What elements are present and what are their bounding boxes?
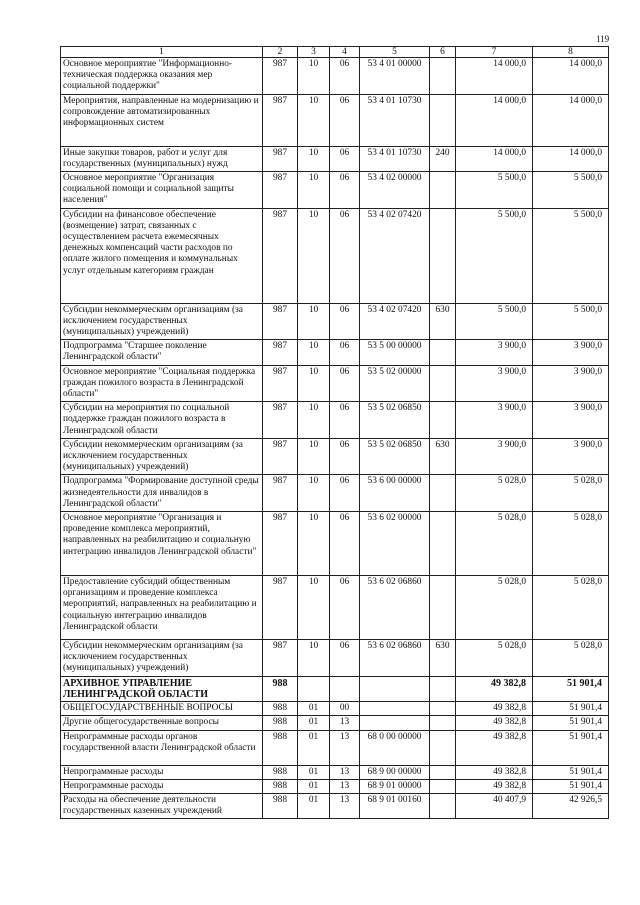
- row-expense-type-cell: [430, 475, 456, 512]
- row-admin-code-cell: 987: [263, 438, 298, 475]
- row-amount-year2-cell: 51 901,4: [533, 765, 609, 779]
- table-row: [61, 146, 609, 171]
- budget-table: [60, 46, 609, 819]
- row-admin-code-cell: 987: [263, 303, 298, 340]
- row-section-cell: 10: [298, 146, 330, 171]
- table-row: [61, 512, 609, 576]
- row-expense-type-cell: 240: [430, 146, 456, 171]
- table-row: [61, 475, 609, 512]
- table-row: [61, 172, 609, 209]
- row-name-cell: Иные закупки товаров, работ и услуг для государственных (муниципальных) нужд: [61, 146, 263, 171]
- row-target-article-cell: 53 6 02 06860: [360, 576, 430, 640]
- row-amount-year1-cell: 5 028,0: [456, 640, 533, 677]
- row-name-cell: Основное мероприятие "Социальная поддержка граждан пожилого возраста в Ленинградской области": [61, 365, 263, 402]
- row-name-cell: АРХИВНОЕ УПРАВЛЕНИЕ ЛЕНИНГРАДСКОЙ ОБЛАСТИ: [61, 676, 263, 701]
- row-section-cell: [298, 676, 330, 701]
- row-admin-code-cell: 987: [263, 402, 298, 439]
- row-expense-type-cell: [430, 676, 456, 701]
- row-subsection-cell: 06: [330, 576, 360, 640]
- row-amount-year2-cell: 5 500,0: [533, 172, 609, 209]
- row-subsection-cell: 06: [330, 146, 360, 171]
- row-expense-type-cell: [430, 172, 456, 209]
- row-section-cell: 10: [298, 438, 330, 475]
- row-section-cell: 10: [298, 208, 330, 303]
- row-admin-code-cell: 988: [263, 730, 298, 765]
- table-row: [61, 716, 609, 730]
- row-amount-year2-cell: 51 901,4: [533, 676, 609, 701]
- row-expense-type-cell: [430, 765, 456, 779]
- row-subsection-cell: 00: [330, 702, 360, 716]
- table-row: [61, 208, 609, 303]
- row-amount-year1-cell: 3 900,0: [456, 402, 533, 439]
- row-target-article-cell: 53 5 02 00000: [360, 365, 430, 402]
- row-amount-year1-cell: 3 900,0: [456, 438, 533, 475]
- row-name-cell: Непрограммные расходы органов государственной власти Ленинградской области: [61, 730, 263, 765]
- header-cell: 2: [263, 47, 298, 58]
- row-amount-year2-cell: 42 926,5: [533, 793, 609, 818]
- row-subsection-cell: 06: [330, 438, 360, 475]
- row-name-cell: Основное мероприятие "Организация и проведение комплекса мероприятий, направленных на реабилитацию и социальную интеграцию инвалидов Ленинградской области": [61, 512, 263, 576]
- row-amount-year2-cell: 3 900,0: [533, 340, 609, 365]
- row-amount-year1-cell: 5 500,0: [456, 303, 533, 340]
- row-section-cell: 01: [298, 793, 330, 818]
- row-amount-year1-cell: 49 382,8: [456, 730, 533, 765]
- page-number: 119: [596, 34, 610, 44]
- row-expense-type-cell: [430, 716, 456, 730]
- row-target-article-cell: 53 5 02 06850: [360, 402, 430, 439]
- row-section-cell: 10: [298, 402, 330, 439]
- header-cell: 4: [330, 47, 360, 58]
- header-cell: 8: [533, 47, 609, 58]
- row-expense-type-cell: [430, 94, 456, 146]
- table-row: [61, 793, 609, 818]
- row-subsection-cell: 06: [330, 58, 360, 95]
- row-admin-code-cell: 987: [263, 576, 298, 640]
- row-name-cell: Субсидии некоммерческим организациям (за исключением государственных (муниципальных) учреждений): [61, 438, 263, 475]
- row-amount-year1-cell: 14 000,0: [456, 58, 533, 95]
- row-expense-type-cell: [430, 793, 456, 818]
- row-subsection-cell: 06: [330, 475, 360, 512]
- row-amount-year2-cell: 5 500,0: [533, 208, 609, 303]
- row-section-cell: 01: [298, 730, 330, 765]
- row-admin-code-cell: 987: [263, 365, 298, 402]
- row-expense-type-cell: [430, 58, 456, 95]
- row-subsection-cell: 06: [330, 172, 360, 209]
- row-amount-year2-cell: 14 000,0: [533, 58, 609, 95]
- row-amount-year1-cell: 49 382,8: [456, 676, 533, 701]
- row-target-article-cell: 68 9 01 00160: [360, 793, 430, 818]
- row-subsection-cell: 13: [330, 730, 360, 765]
- row-section-cell: 10: [298, 475, 330, 512]
- table-row: [61, 365, 609, 402]
- row-amount-year2-cell: 51 901,4: [533, 730, 609, 765]
- row-target-article-cell: 53 4 02 07420: [360, 208, 430, 303]
- header-cell: 7: [456, 47, 533, 58]
- row-amount-year2-cell: 5 500,0: [533, 303, 609, 340]
- row-section-cell: 10: [298, 640, 330, 677]
- row-name-cell: Основное мероприятие "Информационно-техническая поддержка оказания мер социальной поддержки": [61, 58, 263, 95]
- row-name-cell: Мероприятия, направленные на модернизацию и сопровождение автоматизированных информационных систем: [61, 94, 263, 146]
- header-cell: 3: [298, 47, 330, 58]
- row-target-article-cell: 68 9 01 00000: [360, 779, 430, 793]
- row-section-cell: 01: [298, 779, 330, 793]
- table-row: [61, 779, 609, 793]
- table-row: [61, 730, 609, 765]
- row-name-cell: Субсидии некоммерческим организациям (за исключением государственных (муниципальных) учреждений): [61, 640, 263, 677]
- row-target-article-cell: 53 4 02 00000: [360, 172, 430, 209]
- row-amount-year2-cell: 3 900,0: [533, 438, 609, 475]
- table-row: [61, 94, 609, 146]
- row-section-cell: 10: [298, 576, 330, 640]
- row-amount-year1-cell: 49 382,8: [456, 702, 533, 716]
- table-row: [61, 438, 609, 475]
- row-subsection-cell: [330, 676, 360, 701]
- row-name-cell: Непрограммные расходы: [61, 765, 263, 779]
- row-amount-year1-cell: 40 407,9: [456, 793, 533, 818]
- row-expense-type-cell: [430, 512, 456, 576]
- row-target-article-cell: 53 4 02 07420: [360, 303, 430, 340]
- table-row: [61, 402, 609, 439]
- row-admin-code-cell: 987: [263, 640, 298, 677]
- row-expense-type-cell: [430, 779, 456, 793]
- table-row: [61, 676, 609, 701]
- row-expense-type-cell: [430, 208, 456, 303]
- row-admin-code-cell: 987: [263, 475, 298, 512]
- row-section-cell: 10: [298, 94, 330, 146]
- row-section-cell: 01: [298, 702, 330, 716]
- row-name-cell: Другие общегосударственные вопросы: [61, 716, 263, 730]
- row-amount-year1-cell: 5 500,0: [456, 208, 533, 303]
- row-amount-year1-cell: 5 028,0: [456, 475, 533, 512]
- row-target-article-cell: [360, 702, 430, 716]
- row-expense-type-cell: [430, 402, 456, 439]
- row-name-cell: Субсидии на мероприятия по социальной поддержке граждан пожилого возраста в Ленинградской области: [61, 402, 263, 439]
- row-admin-code-cell: 987: [263, 146, 298, 171]
- row-amount-year2-cell: 5 028,0: [533, 475, 609, 512]
- row-subsection-cell: 06: [330, 303, 360, 340]
- row-section-cell: 10: [298, 303, 330, 340]
- row-subsection-cell: 13: [330, 779, 360, 793]
- row-subsection-cell: 13: [330, 765, 360, 779]
- row-target-article-cell: 53 5 02 06850: [360, 438, 430, 475]
- row-section-cell: 10: [298, 512, 330, 576]
- row-amount-year1-cell: 49 382,8: [456, 765, 533, 779]
- row-admin-code-cell: 988: [263, 716, 298, 730]
- row-amount-year2-cell: 51 901,4: [533, 702, 609, 716]
- header-cell: 1: [61, 47, 263, 58]
- row-target-article-cell: [360, 676, 430, 701]
- row-subsection-cell: 06: [330, 402, 360, 439]
- row-subsection-cell: 06: [330, 512, 360, 576]
- table-header-row: [61, 47, 609, 58]
- row-target-article-cell: 53 6 00 00000: [360, 475, 430, 512]
- row-subsection-cell: 13: [330, 793, 360, 818]
- row-target-article-cell: 53 4 01 10730: [360, 94, 430, 146]
- row-subsection-cell: 06: [330, 208, 360, 303]
- row-expense-type-cell: 630: [430, 303, 456, 340]
- table-row: [61, 303, 609, 340]
- row-target-article-cell: 53 4 01 00000: [360, 58, 430, 95]
- row-admin-code-cell: 987: [263, 58, 298, 95]
- row-subsection-cell: 06: [330, 365, 360, 402]
- row-section-cell: 10: [298, 340, 330, 365]
- row-amount-year2-cell: 3 900,0: [533, 402, 609, 439]
- row-target-article-cell: [360, 716, 430, 730]
- row-subsection-cell: 06: [330, 94, 360, 146]
- row-amount-year1-cell: 49 382,8: [456, 716, 533, 730]
- row-expense-type-cell: [430, 365, 456, 402]
- row-amount-year2-cell: 51 901,4: [533, 779, 609, 793]
- row-amount-year1-cell: 14 000,0: [456, 146, 533, 171]
- row-amount-year1-cell: 5 028,0: [456, 512, 533, 576]
- row-name-cell: ОБЩЕГОСУДАРСТВЕННЫЕ ВОПРОСЫ: [61, 702, 263, 716]
- row-name-cell: Непрограммные расходы: [61, 779, 263, 793]
- row-admin-code-cell: 987: [263, 512, 298, 576]
- row-admin-code-cell: 987: [263, 172, 298, 209]
- row-name-cell: Субсидии на финансовое обеспечение (возмещение) затрат, связанных с осуществлением расчета ежемесячных денежных компенсаций части расходов по оплате жилого помещения и коммунальных услуг отдельным категориям граждан: [61, 208, 263, 303]
- row-target-article-cell: 53 6 02 06860: [360, 640, 430, 677]
- row-amount-year1-cell: 14 000,0: [456, 94, 533, 146]
- row-amount-year2-cell: 5 028,0: [533, 640, 609, 677]
- row-section-cell: 01: [298, 716, 330, 730]
- row-admin-code-cell: 987: [263, 208, 298, 303]
- row-admin-code-cell: 988: [263, 793, 298, 818]
- row-name-cell: Основное мероприятие "Организация социальной помощи и социальной защиты населения": [61, 172, 263, 209]
- row-amount-year1-cell: 3 900,0: [456, 340, 533, 365]
- row-amount-year1-cell: 5 028,0: [456, 576, 533, 640]
- row-section-cell: 01: [298, 765, 330, 779]
- row-amount-year2-cell: 14 000,0: [533, 94, 609, 146]
- row-admin-code-cell: 988: [263, 676, 298, 701]
- table-row: [61, 340, 609, 365]
- row-amount-year1-cell: 5 500,0: [456, 172, 533, 209]
- row-amount-year2-cell: 5 028,0: [533, 512, 609, 576]
- row-target-article-cell: 53 5 00 00000: [360, 340, 430, 365]
- row-admin-code-cell: 988: [263, 702, 298, 716]
- row-name-cell: Расходы на обеспечение деятельности государственных казенных учреждений: [61, 793, 263, 818]
- row-subsection-cell: 06: [330, 640, 360, 677]
- row-subsection-cell: 13: [330, 716, 360, 730]
- row-admin-code-cell: 988: [263, 779, 298, 793]
- row-name-cell: Субсидии некоммерческим организациям (за исключением государственных (муниципальных) учреждений): [61, 303, 263, 340]
- header-cell: 6: [430, 47, 456, 58]
- table-row: [61, 576, 609, 640]
- row-target-article-cell: 53 6 02 00000: [360, 512, 430, 576]
- row-expense-type-cell: [430, 702, 456, 716]
- row-section-cell: 10: [298, 365, 330, 402]
- row-name-cell: Подпрограмма "Старшее поколение Ленинградской области": [61, 340, 263, 365]
- row-target-article-cell: 68 9 00 00000: [360, 765, 430, 779]
- row-target-article-cell: 68 0 00 00000: [360, 730, 430, 765]
- row-expense-type-cell: [430, 576, 456, 640]
- row-admin-code-cell: 988: [263, 765, 298, 779]
- row-section-cell: 10: [298, 172, 330, 209]
- table-row: [61, 58, 609, 95]
- row-expense-type-cell: 630: [430, 438, 456, 475]
- table-row: [61, 765, 609, 779]
- row-subsection-cell: 06: [330, 340, 360, 365]
- row-expense-type-cell: [430, 340, 456, 365]
- row-admin-code-cell: 987: [263, 340, 298, 365]
- header-cell: 5: [360, 47, 430, 58]
- row-amount-year1-cell: 3 900,0: [456, 365, 533, 402]
- row-amount-year2-cell: 51 901,4: [533, 716, 609, 730]
- row-expense-type-cell: 630: [430, 640, 456, 677]
- row-amount-year1-cell: 49 382,8: [456, 779, 533, 793]
- row-section-cell: 10: [298, 58, 330, 95]
- table-row: [61, 702, 609, 716]
- row-name-cell: Подпрограмма "Формирование доступной среды жизнедеятельности для инвалидов в Ленинградской области": [61, 475, 263, 512]
- row-admin-code-cell: 987: [263, 94, 298, 146]
- row-amount-year2-cell: 3 900,0: [533, 365, 609, 402]
- row-target-article-cell: 53 4 01 10730: [360, 146, 430, 171]
- row-amount-year2-cell: 5 028,0: [533, 576, 609, 640]
- row-expense-type-cell: [430, 730, 456, 765]
- row-amount-year2-cell: 14 000,0: [533, 146, 609, 171]
- table-row: [61, 640, 609, 677]
- row-name-cell: Предоставление субсидий общественным организациям и проведение комплекса мероприятий, направленных на реабилитацию и социальную интеграцию инвалидов Ленинградской области: [61, 576, 263, 640]
